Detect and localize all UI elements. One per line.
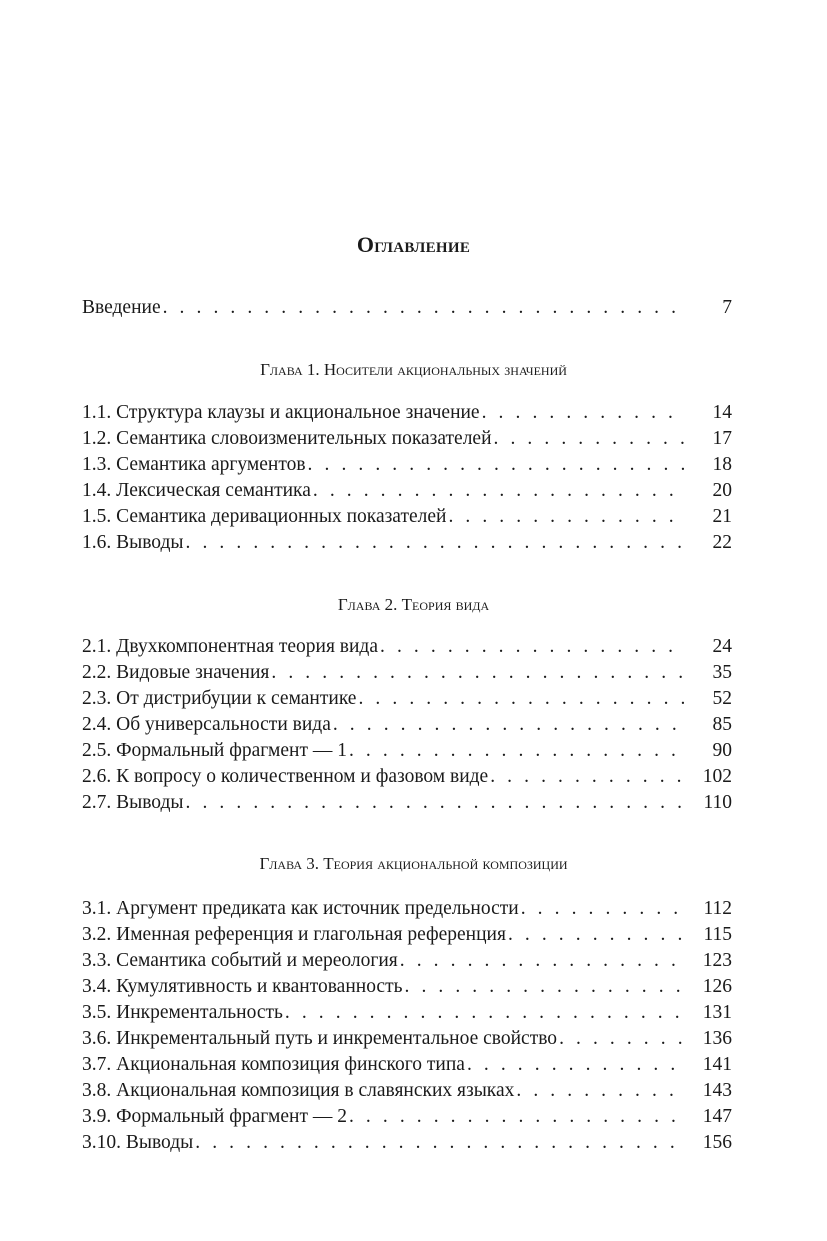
dot-leader [308, 452, 684, 478]
toc-entry[interactable] [82, 426, 732, 452]
toc-page-number: 7 [722, 297, 732, 318]
dot-leader [467, 1052, 684, 1078]
toc-entry-intro[interactable] [82, 295, 732, 321]
toc-entry-label: 3.8. Акциональная композиция в славянских языках [82, 1080, 515, 1101]
dot-leader [448, 504, 684, 530]
toc-entry[interactable] [82, 764, 732, 790]
toc-entry[interactable] [82, 504, 732, 530]
dot-leader [195, 1130, 684, 1156]
toc-page-number: 131 [702, 1002, 732, 1023]
dot-leader [400, 948, 684, 974]
toc-entry-label: 3.1. Аргумент предиката как источник предельности [82, 898, 519, 919]
toc-page-number: 22 [712, 532, 732, 553]
toc-page-number: 35 [712, 662, 732, 683]
page-title: Оглавление [356, 232, 471, 257]
toc-entry-label: 2.5. Формальный фрагмент — 1 [82, 740, 347, 761]
dot-leader [186, 790, 684, 816]
toc-page-number: 123 [702, 950, 732, 971]
toc-entry-label: Введение [82, 297, 161, 318]
chapter-1-heading: Глава 1. Носители акциональных значений [260, 360, 567, 379]
chapter-2-heading: Глава 2. Теория вида [337, 595, 490, 614]
toc-entry-label: 1.4. Лексическая семантика [82, 480, 311, 501]
toc-page-number: 141 [702, 1054, 732, 1075]
toc-page-number: 20 [712, 480, 732, 501]
toc-entry[interactable] [82, 738, 732, 764]
toc-entry-label: 2.2. Видовые значения [82, 662, 270, 683]
dot-leader [186, 530, 684, 556]
toc-page-number: 52 [712, 688, 732, 709]
dot-leader [508, 922, 684, 948]
toc-entry[interactable] [82, 400, 732, 426]
dot-leader [405, 974, 685, 1000]
dot-leader [349, 1104, 684, 1130]
dot-leader [490, 764, 684, 790]
dot-leader [271, 660, 684, 686]
toc-page-number: 21 [712, 506, 732, 527]
toc-entry-label: 1.1. Структура клаузы и акциональное значение [82, 402, 480, 423]
toc-entry-label: 3.3. Семантика событий и мереология [82, 950, 398, 971]
dot-leader [521, 896, 684, 922]
toc-entry[interactable] [82, 712, 732, 738]
toc-entry[interactable] [82, 634, 732, 660]
toc-entry[interactable] [82, 1052, 732, 1078]
toc-entry[interactable] [82, 478, 732, 504]
dot-leader [313, 478, 684, 504]
toc-page-number: 110 [703, 792, 732, 813]
toc-entry-label: 2.4. Об универсальности вида [82, 714, 331, 735]
toc-page-number: 14 [712, 402, 732, 423]
toc-entry-label: 1.2. Семантика словоизменительных показателей [82, 428, 492, 449]
toc-entry-label: 1.3. Семантика аргументов [82, 454, 306, 475]
dot-leader [380, 634, 684, 660]
dot-leader [285, 1000, 684, 1026]
toc-entry-label: 3.7. Акциональная композиция финского типа [82, 1054, 465, 1075]
toc-page-number: 112 [703, 898, 732, 919]
toc-entry-label: 2.3. От дистрибуции к семантике [82, 688, 357, 709]
dot-leader [494, 426, 684, 452]
toc-page-number: 136 [702, 1028, 732, 1049]
toc-entry-label: 3.10. Выводы [82, 1132, 194, 1153]
toc-page-number: 90 [712, 740, 732, 761]
dot-leader [349, 738, 684, 764]
toc-page-number: 115 [703, 924, 732, 945]
toc-entry-label: 1.5. Семантика деривационных показателей [82, 506, 447, 527]
toc-entry[interactable] [82, 948, 732, 974]
toc-entry[interactable] [82, 452, 732, 478]
toc-entry-label: 2.6. К вопросу о количественном и фазовом виде [82, 766, 489, 787]
toc-page-number: 156 [702, 1132, 732, 1153]
toc-page-number: 126 [702, 976, 732, 997]
toc-page-number: 18 [712, 454, 732, 475]
toc-entry-label: 3.2. Именная референция и глагольная референция [82, 924, 506, 945]
toc-page-number: 85 [712, 714, 732, 735]
toc-entry[interactable] [82, 660, 732, 686]
toc-entry-label: 3.9. Формальный фрагмент — 2 [82, 1106, 347, 1127]
dot-leader [358, 686, 684, 712]
toc-page-number: 102 [702, 766, 732, 787]
toc-entry[interactable] [82, 530, 732, 556]
toc-entry-label: 1.6. Выводы [82, 532, 184, 553]
toc-entry[interactable] [82, 974, 732, 1000]
toc-entry-label: 3.4. Кумулятивность и квантованность [82, 976, 403, 997]
toc-entry-label: 3.6. Инкрементальный путь и инкрементальное свойство [82, 1028, 558, 1049]
toc-entry[interactable] [82, 1104, 732, 1130]
toc-entry[interactable] [82, 790, 732, 816]
toc-page-number: 24 [712, 636, 732, 657]
toc-entry-label: 3.5. Инкрементальность [82, 1002, 283, 1023]
toc-entry[interactable] [82, 686, 732, 712]
dot-leader [516, 1078, 684, 1104]
toc-entry[interactable] [82, 922, 732, 948]
toc-entry[interactable] [82, 1078, 732, 1104]
dot-leader [163, 295, 684, 321]
toc-entry[interactable] [82, 1130, 732, 1156]
toc-page-number: 143 [702, 1080, 732, 1101]
toc-entry[interactable] [82, 1000, 732, 1026]
dot-leader [482, 400, 684, 426]
dot-leader [559, 1026, 684, 1052]
chapter-3-heading: Глава 3. Теория акциональной композиции [259, 854, 568, 873]
toc-page-number: 17 [712, 428, 732, 449]
toc-page-number: 147 [702, 1106, 732, 1127]
toc-entry[interactable] [82, 1026, 732, 1052]
toc-entry[interactable] [82, 896, 732, 922]
dot-leader [333, 712, 684, 738]
toc-entry-label: 2.1. Двухкомпонентная теория вида [82, 636, 379, 657]
toc-entry-label: 2.7. Выводы [82, 792, 184, 813]
